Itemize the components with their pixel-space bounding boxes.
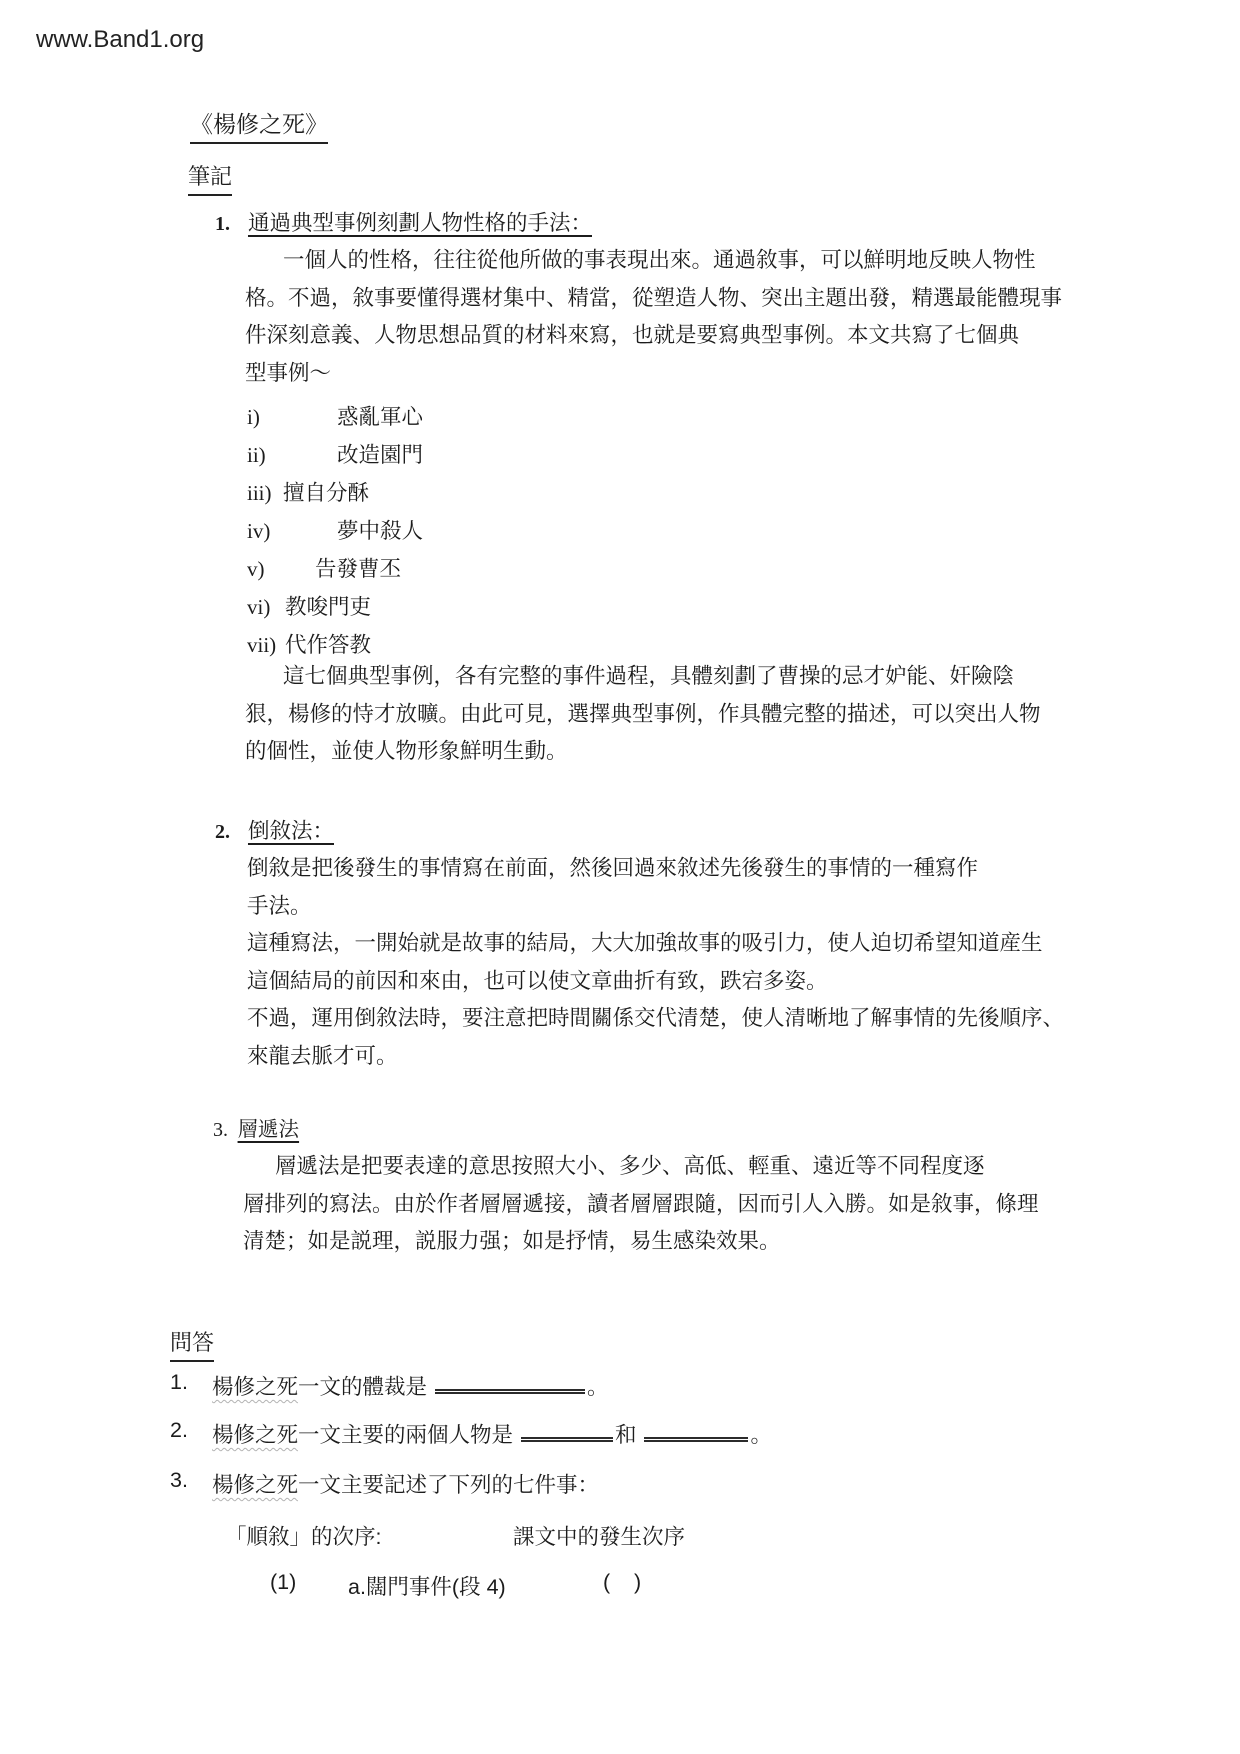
- order-row-answer-parens: ( ): [603, 1570, 642, 1594]
- list-item: [247, 512, 423, 550]
- section-3-number: 3.: [213, 1119, 228, 1141]
- list-item-marker: iv): [247, 519, 271, 543]
- text-order-column-header: 課文中的發生次序: [513, 1525, 686, 1549]
- notes-heading: 筆記: [188, 160, 232, 196]
- question-mid: 和: [615, 1423, 643, 1447]
- question-1-number: 1.: [170, 1370, 188, 1394]
- section-1-heading: 通過典型事例刻劃人物性格的手法：: [247, 211, 592, 235]
- paragraph-line: 層遞法是把要表達的意思按照大小、多少、高低、輕重、遠近等不同程度逐: [275, 1154, 985, 1178]
- section-2-heading-row: [215, 814, 334, 845]
- typical-events-list: [247, 398, 423, 664]
- section-1-heading-row: [215, 206, 592, 237]
- question-period: 。: [750, 1423, 772, 1447]
- list-item-label: 惑亂軍心: [337, 405, 424, 429]
- list-item-marker: vii): [247, 633, 277, 657]
- list-item: [247, 550, 423, 588]
- order-row-event: a.闊門事件(段 4): [348, 1575, 506, 1599]
- question-subject: 楊修之死: [212, 1375, 299, 1399]
- order-row-number: (1): [270, 1570, 297, 1594]
- list-item-label: 改造園門: [337, 443, 424, 467]
- question-body: 一文的體裁是: [298, 1375, 433, 1399]
- list-item: [247, 588, 423, 626]
- question-period: 。: [587, 1375, 609, 1399]
- list-item-marker: ii): [247, 443, 266, 467]
- section-3-heading: 層遞法: [237, 1118, 300, 1141]
- list-item-label: 代作答教: [285, 633, 372, 657]
- paragraph-line: 來龍去脈才可。: [247, 1043, 398, 1068]
- qa-heading: 問答: [170, 1326, 214, 1362]
- section-3-paragraph: [243, 1148, 1073, 1261]
- question-body: 一文主要記述了下列的七件事：: [298, 1473, 600, 1497]
- paragraph-line: 手法。: [247, 893, 312, 918]
- list-item: [247, 474, 423, 512]
- question-1-text: [212, 1370, 609, 1401]
- answer-blank: [521, 1421, 613, 1442]
- site-url: www.Band1.org: [36, 26, 205, 53]
- section-2-heading: 倒敘法：: [247, 819, 334, 843]
- list-item: [247, 436, 423, 474]
- list-item-label: 告發曹丕: [315, 557, 402, 581]
- paragraph-line: 一個人的性格，往往從他所做的事表現出來。通過敘事，可以鮮明地反映人物性: [283, 248, 1036, 272]
- list-item-marker: v): [247, 557, 265, 581]
- answer-blank: [644, 1421, 748, 1442]
- list-item-label: 夢中殺人: [337, 519, 424, 543]
- list-item-marker: i): [247, 405, 260, 429]
- paragraph-line: 這種寫法，一開始就是故事的結局，大大加強故事的吸引力，使人迫切希望知道産生: [247, 931, 1043, 955]
- list-item-marker: vi): [247, 595, 271, 619]
- page-title: 《楊修之死》: [190, 106, 328, 144]
- question-subject: 楊修之死: [212, 1423, 299, 1447]
- paragraph-line: 的個性，並使人物形象鮮明生動。: [245, 739, 568, 763]
- section-2-paragraph: [247, 850, 1077, 1075]
- section-3-heading-row: [213, 1112, 299, 1142]
- paragraph-line: 這個結局的前因和來由，也可以使文章曲折有致，跌宕多姿。: [247, 968, 828, 993]
- paragraph-line: 層排列的寫法。由於作者層層遞接，讀者層層跟隨，因而引人入勝。如是敘事，條理: [243, 1191, 1039, 1216]
- section-2-number: 2.: [215, 821, 230, 843]
- paragraph-line: 清楚；如是説理，説服力强；如是抒情，易生感染效果。: [243, 1229, 781, 1253]
- question-3-number: 3.: [170, 1468, 188, 1492]
- question-subject: 楊修之死: [212, 1473, 299, 1497]
- paragraph-line: 這七個典型事例，各有完整的事件過程，具體刻劃了曹操的忌才妒能、奸險陰: [283, 664, 1015, 688]
- section-1-paragraph-2: [245, 658, 1065, 771]
- paragraph-line: 倒敘是把後發生的事情寫在前面，然後回過來敘述先後發生的事情的一種寫作: [247, 856, 979, 880]
- section-1-paragraph-1: [245, 242, 1065, 392]
- paragraph-line: 件深刻意義、人物思想品質的材料來寫，也就是要寫典型事例。本文共寫了七個典: [245, 323, 1020, 347]
- answer-blank: [435, 1373, 585, 1394]
- section-1-number: 1.: [215, 213, 230, 235]
- list-item-label: 擅自分酥: [283, 481, 370, 505]
- paragraph-line: 不過，運用倒敘法時，要注意把時間關係交代清楚，使人清晰地了解事情的先後順序、: [247, 1006, 1065, 1030]
- question-body: 一文主要的兩個人物是: [298, 1423, 519, 1447]
- question-3-text: [212, 1468, 599, 1499]
- paragraph-line: 格。不過，敘事要懂得選材集中、精當，從塑造人物、突出主題出發，精選最能體現事: [245, 285, 1063, 310]
- paragraph-line: 型事例～: [245, 360, 332, 385]
- question-2-text: [212, 1418, 772, 1449]
- list-item-marker: iii): [247, 481, 272, 505]
- order-column-header: 「順敘」的次序:: [225, 1525, 382, 1549]
- list-item-label: 教唆門吏: [285, 595, 372, 619]
- list-item: [247, 398, 423, 436]
- paragraph-line: 狠，楊修的恃才放曠。由此可見，選擇典型事例，作具體完整的描述，可以突出人物: [245, 701, 1041, 726]
- question-2-number: 2.: [170, 1418, 188, 1442]
